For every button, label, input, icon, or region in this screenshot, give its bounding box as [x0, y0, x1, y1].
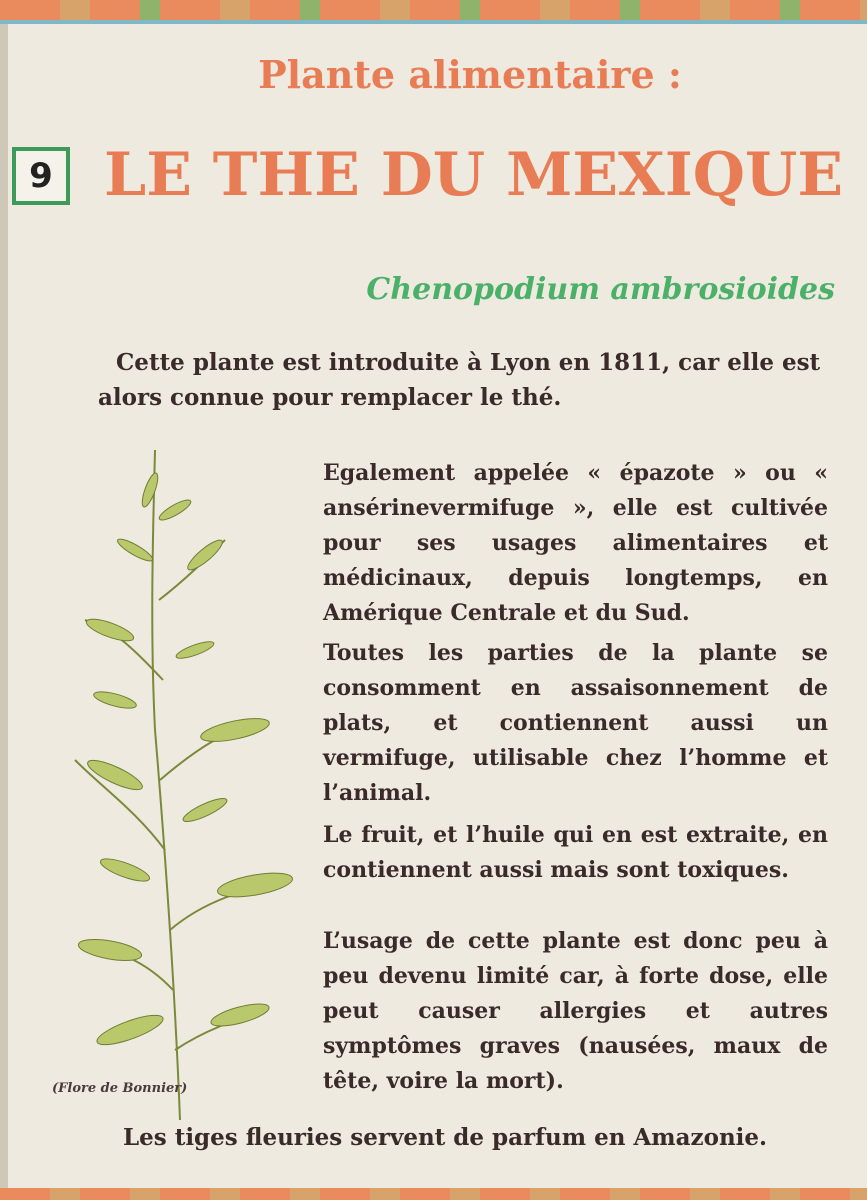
- latin-name: Chenopodium ambrosioides: [366, 272, 835, 307]
- decorative-border-top: [0, 0, 867, 20]
- plant-number-badge: 9: [12, 147, 70, 205]
- body-paragraph-3: Le fruit, et l’huile qui en est extraite, en contiennent aussi mais sont toxiques.: [323, 822, 828, 883]
- decorative-border-bottom: [0, 1188, 867, 1200]
- illustration-credit: (Flore de Bonnier): [52, 1081, 188, 1096]
- border-top-line: [0, 20, 867, 24]
- intro-paragraph: Cette plante est introduite à Lyon en 1811, car elle est alors connue pour remplacer le thé.: [98, 349, 821, 411]
- sign-kicker: Plante alimentaire :: [258, 52, 682, 97]
- body-paragraph-1: Egalement appelée « épazote » ou « ansérinevermifuge », elle est cultivée pour ses usages alimentaires et médicinaux, depuis longtemps, en Amérique Centrale et du Sud.: [323, 460, 828, 626]
- body-paragraph-4: L’usage de cette plante est donc peu à peu devenu limité car, à forte dose, elle peut causer allergies et autres symptômes graves (nausées, maux de tête, voire la mort).: [323, 928, 828, 1094]
- plant-illustration-icon: [55, 430, 305, 1130]
- body-paragraph-2: Toutes les parties de la plante se consomment en assaisonnement de plats, et contiennent aussi un vermifuge, utilisable chez l’homme et l’animal.: [323, 640, 828, 806]
- sign-edge: [0, 24, 8, 1188]
- sign-title: LE THE DU MEXIQUE: [104, 140, 844, 210]
- footer-note: Les tiges fleuries servent de parfum en Amazonie.: [122, 1124, 768, 1151]
